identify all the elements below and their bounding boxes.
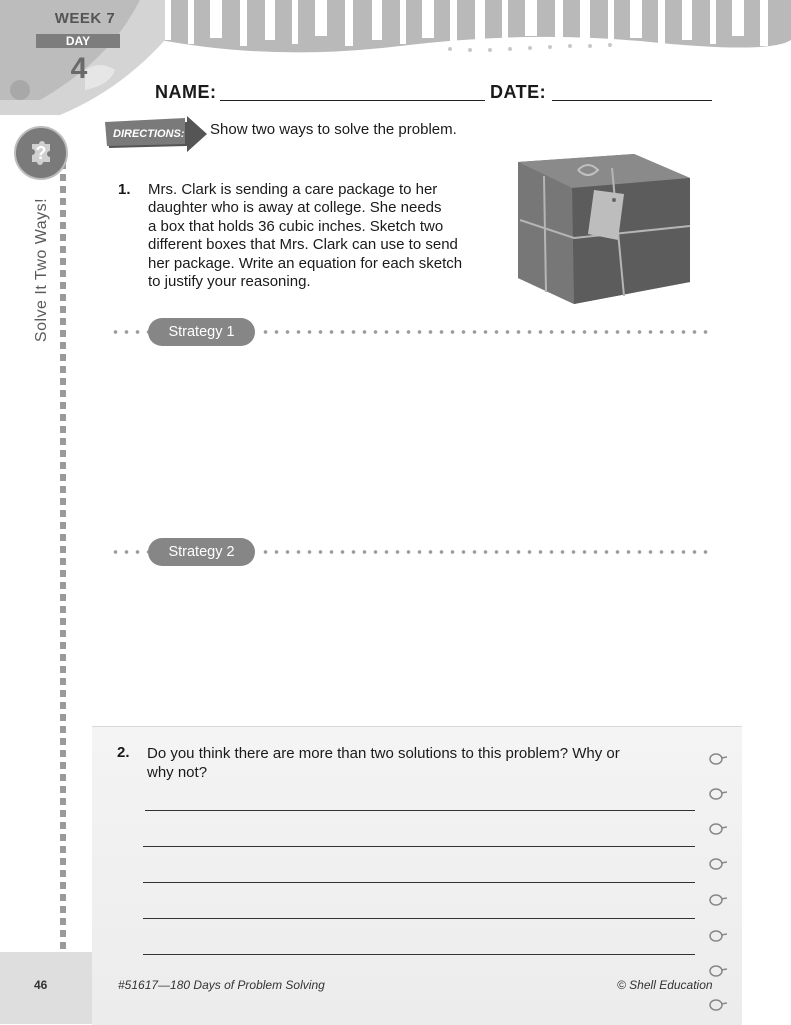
strategy-2-dots-right [260,550,708,554]
answer-line[interactable] [145,810,695,811]
directions-arrow-badge [105,116,209,156]
question-2-line: Do you think there are more than two solutions to this problem? Why or [147,745,620,762]
answer-line[interactable] [143,918,695,919]
question-1-line: to justify your reasoning. [148,273,311,291]
day-label: DAY [36,34,120,48]
date-field-line[interactable] [552,100,712,101]
question-1-text [148,181,478,291]
spiral-loop-icon [709,822,727,836]
question-1-line: her package. Write an equation for each sketch [148,254,463,272]
wrapped-package-icon [514,150,694,310]
page-number: 46 [34,978,48,992]
strategy-1-dots-right [260,330,708,334]
strategy-1-dots-left [110,330,148,334]
answer-line[interactable] [143,882,695,883]
book-title: #51617—180 Days of Problem Solving [118,978,325,992]
question-1-line: a box that holds 36 cubic inches. Sketch two [148,217,444,235]
day-number: 4 [70,52,88,85]
spiral-loop-icon [709,998,727,1012]
question-1-line: Mrs. Clark is sending a care package to her [148,181,438,198]
week-label: WEEK 7 [54,10,116,27]
spiral-loop-icon [709,893,727,907]
answer-line[interactable] [143,954,695,955]
spiral-loop-icon [709,964,727,978]
header-banner [150,0,791,58]
directions-text: Show two ways to solve the problem. [210,121,457,138]
side-title: Solve It Two Ways! [33,197,50,343]
strategy-2-dots-left [110,550,148,554]
spiral-loop-icon [709,929,727,943]
directions-badge-text: DIRECTIONS: [113,128,185,140]
spiral-loop-icon [709,752,727,766]
name-label: NAME: [155,82,217,102]
question-1-line: different boxes that Mrs. Clark can use to send [148,236,458,254]
strategy-2-label: Strategy 2 [148,538,255,566]
question-2-number: 2. [117,744,130,761]
question-1-line: daughter who is away at college. She needs [148,199,442,217]
question-1-number: 1. [118,181,131,198]
spiral-loop-icon [709,787,727,801]
date-label: DATE: [490,82,547,102]
question-2-text [147,744,667,782]
copyright: © Shell Education [617,978,713,992]
strategy-1-label: Strategy 1 [148,318,255,346]
answer-line[interactable] [143,846,695,847]
name-field-line[interactable] [220,100,485,101]
spiral-loop-icon [709,857,727,871]
side-dashed-rule [60,150,66,950]
question-puzzle-icon: ? [14,126,68,180]
question-2-line: why not? [147,764,208,781]
